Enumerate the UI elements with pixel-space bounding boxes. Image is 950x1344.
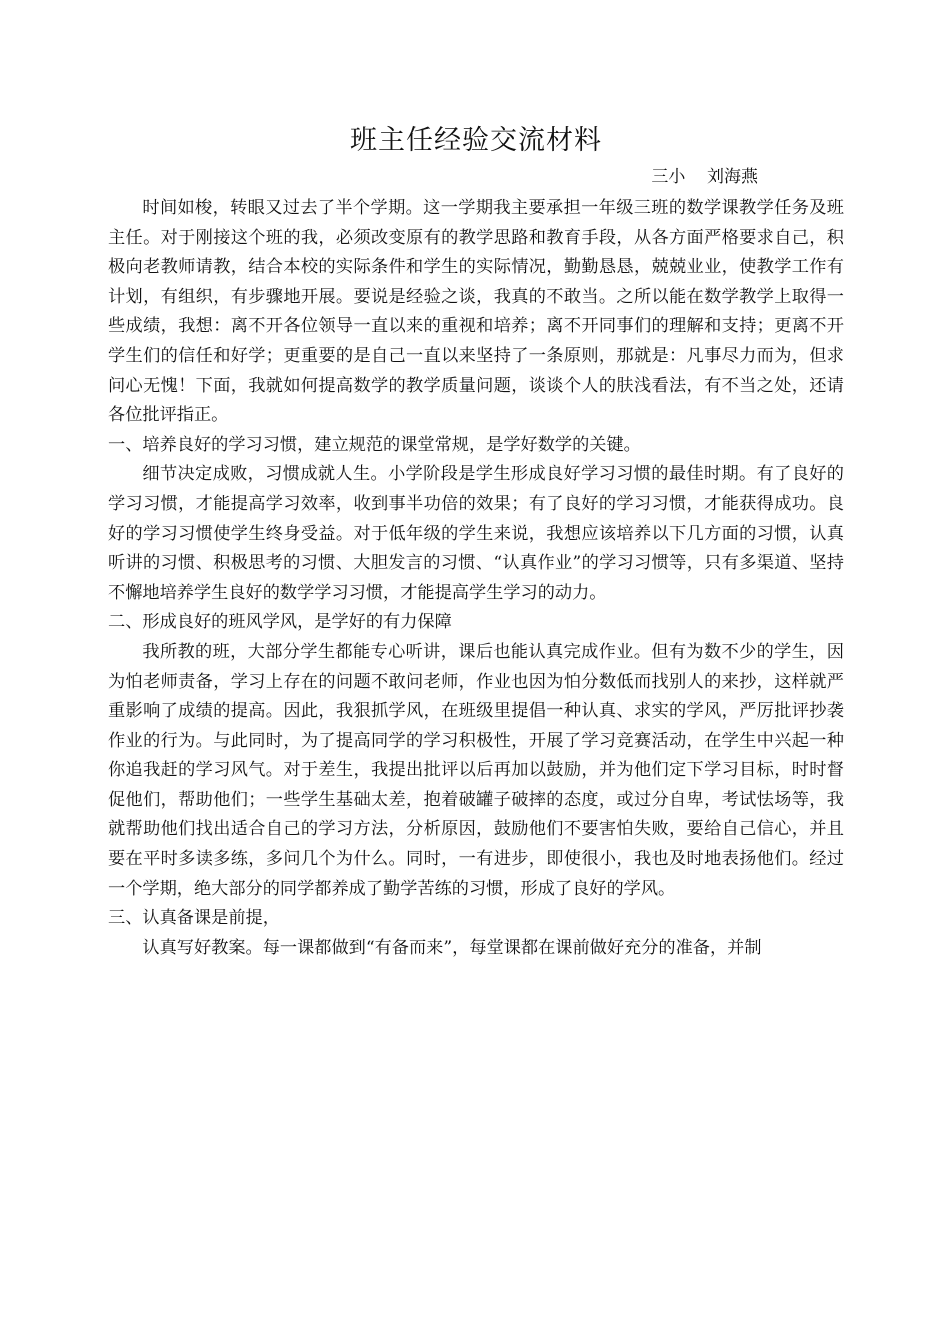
section-heading-1: 一、培养良好的学习习惯，建立规范的课堂常规，是学好数学的关键。 [108,434,641,455]
paragraph-section-1: 细节决定成败，习惯成就人生。小学阶段是学生形成良好学习习惯的最佳时期。有了良好的学习习惯，才能提高学习效率，收到事半功倍的效果；有了良好的学习习惯，才能获得成功。良好的学习习惯使学生终身受益。对于低年级的学生来说，我想应该培养以下几方面的习惯，认真听讲的习惯、积极思考的习惯、大胆发言的习惯、“认真作业”的学习习惯等，只有多渠道、坚持不懈地培养学生良好的数学学习习惯，才能提高学生学习的动力。 [108,464,844,603]
document-page [108,118,844,963]
paragraph-section-2: 我所教的班，大部分学生都能专心听讲，课后也能认真完成作业。但有为数不少的学生，因为怕老师责备，学习上存在的问题不敢问老师，作业也因为怕分数低而找别人的来抄，这样就严重影响了成绩的提高。因此，我狠抓学风，在班级里提倡一种认真、求实的学风，严厉批评抄袭作业的行为。与此同时，为了提高同学的学习积极性，开展了学习竞赛活动，在学生中兴起一种你追我赶的学习风气。对于差生，我提出批评以后再加以鼓励，并为他们定下学习目标，时时督促他们，帮助他们；一些学生基础太差，抱着破罐子破摔的态度，或过分自卑，考试怯场等，我就帮助他们找出适合自己的学习方法，分析原因，鼓励他们不要害怕失败，要给自己信心，并且要在平时多读多练，多问几个为什么。同时，一有进步，即使很小，我也及时地表扬他们。经过一个学期，绝大部分的同学都养成了勤学苦练的习惯，形成了良好的学风。 [108,641,844,899]
document-title: 班主任经验交流材料 [350,125,602,156]
section-heading-2: 二、形成良好的班风学风，是学好的有力保障 [108,612,452,633]
paragraph-intro: 时间如梭，转眼又过去了半个学期。这一学期我主要承担一年级三班的数学课教学任务及班主任。对于刚接这个班的我，必须改变原有的教学思路和教育手段，从各方面严格要求自己，积极向老教师请教，结合本校的实际条件和学生的实际情况，勤勤恳恳，兢兢业业，使教学工作有计划，有组织，有步骤地开展。要说是经验之谈，我真的不敢当。之所以能在数学教学上取得一些成绩，我想：离不开各位领导一直以来的重视和培养；离不开同事们的理解和支持；更离不开学生们的信任和好学；更重要的是自己一直以来坚持了一条原则，那就是：凡事尽力而为，但求问心无愧！下面，我就如何提高数学的教学质量问题，谈谈个人的肤浅看法，有不当之处，还请各位批评指正。 [108,198,844,426]
paragraph-section-3: 认真写好教案。每一课都做到“有备而来”，每堂课都在课前做好充分的准备，并制 [142,937,762,958]
document-author: 三小 刘海燕 [651,167,758,187]
section-heading-3: 三、认真备课是前提， [108,908,280,929]
